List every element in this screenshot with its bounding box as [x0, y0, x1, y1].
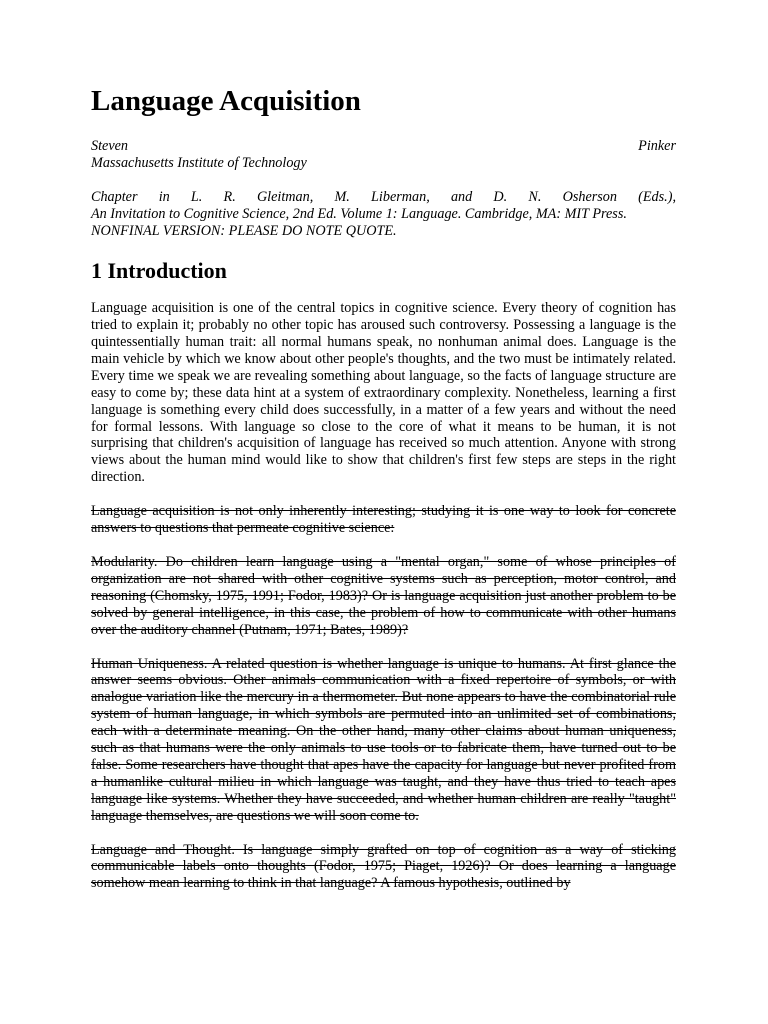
paragraph-language-and-thought: Language and Thought. Is language simply grafted on top of cognition as a way of sticking communicable labels onto thoughts (Fodor, 1975; Piaget, 1926)? Or does learning a language somehow mean learning to think in that language? A famous hypothesis, outlined by [91, 841, 676, 892]
section-heading: 1 Introduction [91, 257, 227, 283]
paragraph-human-uniqueness: Human Uniqueness. A related question is whether language is unique to humans. At first glance the answer seems obvious. Other animals communication with a fixed repertoire of symbols, or with analogue variation like the mercury in a thermometer. But none appears to have the combinatorial rule system of human language, in which symbols are permuted into an unlimited set of combinations, each with a determinate meaning. On the other hand, many other claims about human uniqueness, such as that humans were the only animals to use tools or to fabricate them, have turned out to be false. Some researchers have thought that apes have the capacity for language but never profited from a humanlike cultural milieu in which language was taught, and they have thus tried to teach apes language like systems. Whether they have succeeded, and whether human children are really "taught" language themselves, are questions we will soon come to. [91, 655, 676, 824]
citation [91, 189, 676, 223]
affiliation: Massachusetts Institute of Technology [91, 154, 307, 171]
citation-line-2: An Invitation to Cognitive Science, 2nd Ed. Volume 1: Language. Cambridge, MA: MIT Press. [91, 205, 627, 222]
citation-line-1: Chapter in L. R. Gleitman, M. Liberman, and D. N. Osherson (Eds.), [91, 188, 676, 205]
paragraph-intro: Language acquisition is one of the central topics in cognitive science. Every theory of cognition has tried to explain it; probably no other topic has aroused such controversy. Possessing a language is the quintessentially human trait: all normal humans speak, no nonhuman animal does. Language is the main vehicle by which we know about other people's thoughts, and the two must be intimately related. Every time we speak we are revealing something about language, so the facts of language structure are easy to come by; these data hint at a system of extraordinary complexity. Nonetheless, learning a first language is something every child does successfully, in a matter of a few years and without the need for formal lessons. With language so close to the core of what it means to be human, it is not surprising that children's acquisition of language has received so much attention. Anyone with strong views about the human mind would like to show that children's first few steps are steps in the right direction. [91, 300, 676, 486]
paragraph-modularity: Modularity. Do children learn language using a "mental organ," some of whose principles of organization are not shared with other cognitive systems such as perception, motor control, and reasoning (Chomsky, 1975, 1991; Fodor, 1983)? Or is language acquisition just another problem to be solved by general intelligence, in this case, the problem of how to communicate with other humans over the auditory channel (Putnam, 1971; Bates, 1989)? [91, 553, 676, 638]
version-note: NONFINAL VERSION: PLEASE DO NOTE QUOTE. [91, 222, 397, 239]
author-last-name: Pinker [638, 137, 676, 154]
author-line [91, 138, 676, 155]
document-title: Language Acquisition [91, 85, 361, 117]
paragraph-questions: Language acquisition is not only inherently interesting; studying it is one way to look for concrete answers to questions that permeate cognitive science: [91, 503, 676, 537]
author-first-name: Steven [91, 137, 129, 154]
